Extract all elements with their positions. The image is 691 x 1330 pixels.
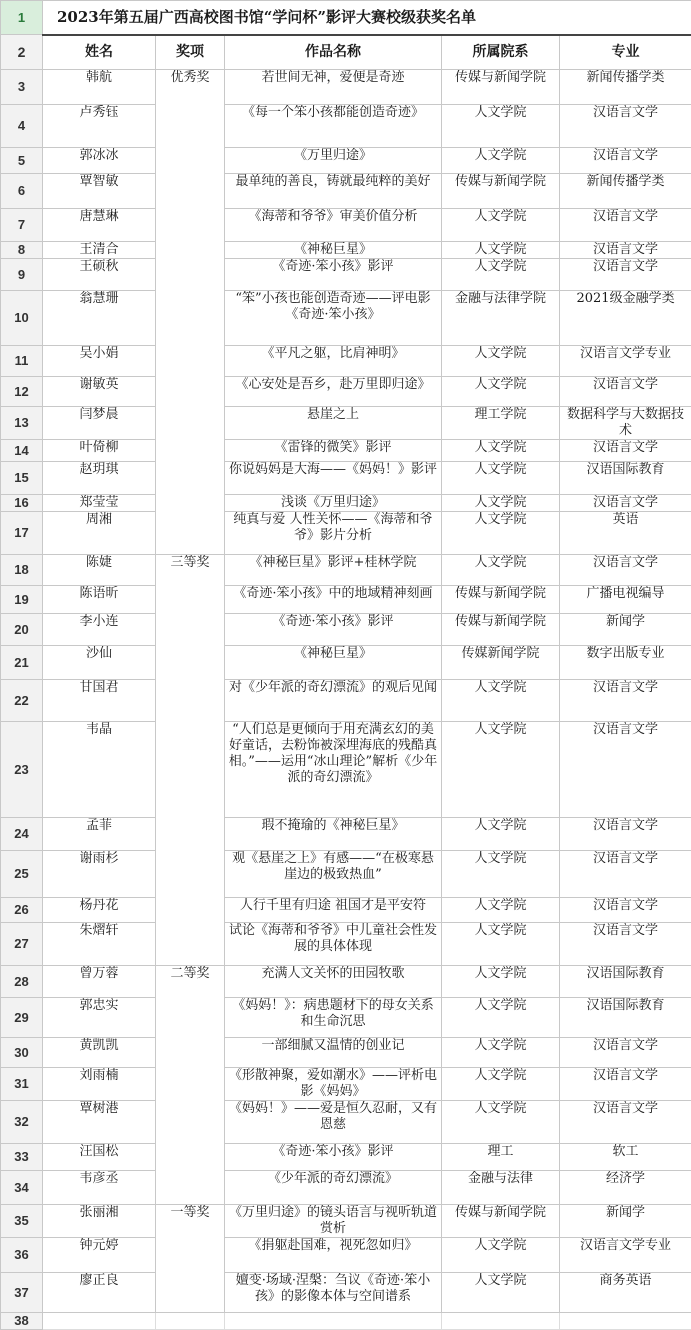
- college-cell[interactable]: 传媒与新闻学院: [442, 586, 560, 614]
- name-cell[interactable]: 覃树港: [43, 1101, 156, 1144]
- major-cell[interactable]: 汉语言文学: [560, 105, 691, 148]
- major-cell[interactable]: 汉语言文学: [560, 148, 691, 174]
- work-title-cell[interactable]: 《形散神聚，爱如潮水》——评析电影《妈妈》: [225, 1068, 442, 1101]
- empty-row: [1, 1313, 691, 1330]
- name-cell[interactable]: 吴小娟: [43, 346, 156, 377]
- major-cell[interactable]: 汉语言文学专业: [560, 1238, 691, 1273]
- major-cell[interactable]: 汉语言文学: [560, 555, 691, 586]
- row-number[interactable]: 23: [1, 722, 43, 818]
- table-row: [1, 1238, 691, 1273]
- row-number[interactable]: 2: [1, 35, 43, 70]
- empty-cell[interactable]: [156, 1313, 225, 1330]
- major-cell[interactable]: 经济学: [560, 1171, 691, 1205]
- header-row: [1, 35, 691, 70]
- table-row: [1, 586, 691, 614]
- name-cell[interactable]: 翁慧珊: [43, 291, 156, 346]
- work-title-cell[interactable]: 《平凡之躯，比肩神明》: [225, 346, 442, 377]
- college-cell[interactable]: 人文学院: [442, 680, 560, 722]
- row-number[interactable]: 33: [1, 1144, 43, 1171]
- work-title-cell[interactable]: 《奇迹·笨小孩》影评: [225, 259, 442, 291]
- major-cell[interactable]: 汉语言文学: [560, 259, 691, 291]
- table-row: [1, 1171, 691, 1205]
- major-cell[interactable]: 2021级金融学类: [560, 291, 691, 346]
- work-title-cell[interactable]: 《妈妈！》：病患题材下的母女关系和生命沉思: [225, 998, 442, 1038]
- college-cell[interactable]: 传媒新闻学院: [442, 646, 560, 680]
- college-cell[interactable]: 人文学院: [442, 1273, 560, 1313]
- college-cell[interactable]: 人文学院: [442, 1068, 560, 1101]
- college-cell[interactable]: 人文学院: [442, 105, 560, 148]
- college-cell[interactable]: 人文学院: [442, 966, 560, 998]
- name-cell[interactable]: 沙仙: [43, 646, 156, 680]
- table-row: [1, 1144, 691, 1171]
- name-cell[interactable]: 覃智敏: [43, 174, 156, 209]
- table-body: [1, 1, 691, 1330]
- college-cell[interactable]: 人文学院: [442, 259, 560, 291]
- row-number[interactable]: 31: [1, 1068, 43, 1101]
- row-number[interactable]: 6: [1, 174, 43, 209]
- row-number[interactable]: 19: [1, 586, 43, 614]
- work-title-cell[interactable]: 纯真与爱 人性关怀——《海蒂和爷爷》影片分析: [225, 512, 442, 555]
- row-number[interactable]: 11: [1, 346, 43, 377]
- work-title-cell[interactable]: 你说妈妈是大海——《妈妈！》影评: [225, 462, 442, 495]
- college-cell[interactable]: 人文学院: [442, 818, 560, 851]
- major-cell[interactable]: 数字出版专业: [560, 646, 691, 680]
- row-number[interactable]: 12: [1, 377, 43, 407]
- row-number[interactable]: 26: [1, 898, 43, 923]
- major-cell[interactable]: 汉语国际教育: [560, 998, 691, 1038]
- table-row: [1, 407, 691, 440]
- row-number[interactable]: 16: [1, 495, 43, 512]
- work-title-cell[interactable]: 《奇迹·笨小孩》影评: [225, 1144, 442, 1171]
- name-cell[interactable]: 曾万蓉: [43, 966, 156, 998]
- college-cell[interactable]: 人文学院: [442, 1238, 560, 1273]
- header-college[interactable]: 所属院系: [442, 35, 560, 70]
- major-cell[interactable]: 商务英语: [560, 1273, 691, 1313]
- table-row: [1, 1273, 691, 1313]
- row-number[interactable]: 13: [1, 407, 43, 440]
- table-row: [1, 998, 691, 1038]
- college-cell[interactable]: 人文学院: [442, 495, 560, 512]
- table-row: [1, 851, 691, 898]
- work-title-cell[interactable]: 《神秘巨星》: [225, 646, 442, 680]
- major-cell[interactable]: 汉语国际教育: [560, 462, 691, 495]
- award-cell[interactable]: 一等奖: [156, 1205, 225, 1313]
- row-number[interactable]: 20: [1, 614, 43, 646]
- table-row: [1, 512, 691, 555]
- sheet-title[interactable]: 2023年第五届广西高校图书馆“学问杯”影评大赛校级获奖名单: [43, 1, 691, 35]
- work-title-cell[interactable]: 充满人文关怀的田园牧歌: [225, 966, 442, 998]
- table-row: [1, 966, 691, 998]
- name-cell[interactable]: 王清合: [43, 242, 156, 259]
- work-title-cell[interactable]: 《妈妈！》——爱是恒久忍耐，又有恩慈: [225, 1101, 442, 1144]
- row-number[interactable]: 36: [1, 1238, 43, 1273]
- work-title-cell[interactable]: 《海蒂和爷爷》审美价值分析: [225, 209, 442, 242]
- header-award[interactable]: 奖项: [156, 35, 225, 70]
- major-cell[interactable]: 新闻学: [560, 1205, 691, 1238]
- name-cell[interactable]: 陈语昕: [43, 586, 156, 614]
- row-number[interactable]: 8: [1, 242, 43, 259]
- college-cell[interactable]: 理工学院: [442, 407, 560, 440]
- work-title-cell[interactable]: 瑕不掩瑜的《神秘巨星》: [225, 818, 442, 851]
- college-cell[interactable]: 传媒与新闻学院: [442, 614, 560, 646]
- header-major[interactable]: 专业: [560, 35, 691, 70]
- row-number[interactable]: 4: [1, 105, 43, 148]
- major-cell[interactable]: 汉语言文学: [560, 1038, 691, 1068]
- table-row: [1, 209, 691, 242]
- work-title-cell[interactable]: “人们总是更倾向于用充满玄幻的美好童话，去粉饰被深埋海底的残酷真相。”——运用“冰山理论”解析《少年派的奇幻漂流》: [225, 722, 442, 818]
- name-cell[interactable]: 韩航: [43, 70, 156, 105]
- college-cell[interactable]: 人文学院: [442, 851, 560, 898]
- table-row: [1, 495, 691, 512]
- row-number[interactable]: 1: [1, 1, 43, 35]
- name-cell[interactable]: 廖正良: [43, 1273, 156, 1313]
- row-number[interactable]: 38: [1, 1313, 43, 1330]
- major-cell[interactable]: 汉语国际教育: [560, 966, 691, 998]
- award-cell[interactable]: 优秀奖: [156, 70, 225, 555]
- major-cell[interactable]: 汉语言文学专业: [560, 346, 691, 377]
- college-cell[interactable]: 传媒与新闻学院: [442, 70, 560, 105]
- work-title-cell[interactable]: 一部细腻又温情的创业记: [225, 1038, 442, 1068]
- work-title-cell[interactable]: 《奇迹·笨小孩》中的地域精神刻画: [225, 586, 442, 614]
- table-row: [1, 242, 691, 259]
- row-number[interactable]: 32: [1, 1101, 43, 1144]
- major-cell[interactable]: 新闻学: [560, 614, 691, 646]
- work-title-cell[interactable]: 《每一个笨小孩都能创造奇迹》: [225, 105, 442, 148]
- work-title-cell[interactable]: 《万里归途》: [225, 148, 442, 174]
- table-row: [1, 105, 691, 148]
- name-cell[interactable]: 周湘: [43, 512, 156, 555]
- college-cell[interactable]: 传媒与新闻学院: [442, 174, 560, 209]
- name-cell[interactable]: 陈婕: [43, 555, 156, 586]
- header-work[interactable]: 作品名称: [225, 35, 442, 70]
- college-cell[interactable]: 人文学院: [442, 512, 560, 555]
- major-cell[interactable]: 新闻传播学类: [560, 70, 691, 105]
- table-row: [1, 555, 691, 586]
- row-number[interactable]: 30: [1, 1038, 43, 1068]
- table-row: [1, 923, 691, 966]
- college-cell[interactable]: 人文学院: [442, 1101, 560, 1144]
- major-cell[interactable]: 新闻传播学类: [560, 174, 691, 209]
- table-row: [1, 1205, 691, 1238]
- empty-cell[interactable]: [43, 1313, 156, 1330]
- award-cell[interactable]: 二等奖: [156, 966, 225, 1205]
- row-number[interactable]: 18: [1, 555, 43, 586]
- row-number[interactable]: 9: [1, 259, 43, 291]
- college-cell[interactable]: 人文学院: [442, 377, 560, 407]
- work-title-cell[interactable]: “笨”小孩也能创造奇迹——评电影《奇迹·笨小孩》: [225, 291, 442, 346]
- college-cell[interactable]: 人文学院: [442, 1038, 560, 1068]
- name-cell[interactable]: 张丽湘: [43, 1205, 156, 1238]
- work-title-cell[interactable]: 《奇迹·笨小孩》影评: [225, 614, 442, 646]
- table-row: [1, 898, 691, 923]
- major-cell[interactable]: 汉语言文学: [560, 1068, 691, 1101]
- major-cell[interactable]: 汉语言文学: [560, 818, 691, 851]
- major-cell[interactable]: 汉语言文学: [560, 440, 691, 462]
- name-cell[interactable]: 杨丹花: [43, 898, 156, 923]
- row-number[interactable]: 15: [1, 462, 43, 495]
- row-number[interactable]: 29: [1, 998, 43, 1038]
- major-cell[interactable]: 广播电视编导: [560, 586, 691, 614]
- row-number[interactable]: 35: [1, 1205, 43, 1238]
- name-cell[interactable]: 韦晶: [43, 722, 156, 818]
- row-number[interactable]: 34: [1, 1171, 43, 1205]
- major-cell[interactable]: 汉语言文学: [560, 851, 691, 898]
- row-number[interactable]: 5: [1, 148, 43, 174]
- major-cell[interactable]: 汉语言文学: [560, 680, 691, 722]
- row-number[interactable]: 24: [1, 818, 43, 851]
- row-number[interactable]: 14: [1, 440, 43, 462]
- work-title-cell[interactable]: 《捐躯赴国难，视死忽如归》: [225, 1238, 442, 1273]
- table-row: [1, 614, 691, 646]
- work-title-cell[interactable]: 浅谈《万里归途》: [225, 495, 442, 512]
- table-row: [1, 462, 691, 495]
- college-cell[interactable]: 人文学院: [442, 242, 560, 259]
- work-title-cell[interactable]: 嬗变·场域·涅槃：刍议《奇迹·笨小孩》的影像本体与空间谱系: [225, 1273, 442, 1313]
- name-cell[interactable]: 叶倚柳: [43, 440, 156, 462]
- row-number[interactable]: 10: [1, 291, 43, 346]
- table-row: [1, 440, 691, 462]
- table-row: [1, 646, 691, 680]
- name-cell[interactable]: 甘国君: [43, 680, 156, 722]
- work-title-cell[interactable]: 《神秘巨星》: [225, 242, 442, 259]
- name-cell[interactable]: 郭冰冰: [43, 148, 156, 174]
- name-cell[interactable]: 郑莹莹: [43, 495, 156, 512]
- table-row: [1, 70, 691, 105]
- major-cell[interactable]: 软工: [560, 1144, 691, 1171]
- work-title-cell[interactable]: 观《悬崖之上》有感——“在极寒悬崖边的极致热血”: [225, 851, 442, 898]
- college-cell[interactable]: 人文学院: [442, 555, 560, 586]
- name-cell[interactable]: 朱熠轩: [43, 923, 156, 966]
- work-title-cell[interactable]: 《心安处是吾乡，赴万里即归途》: [225, 377, 442, 407]
- row-number[interactable]: 28: [1, 966, 43, 998]
- work-title-cell[interactable]: 《少年派的奇幻漂流》: [225, 1171, 442, 1205]
- table-row: [1, 291, 691, 346]
- name-cell[interactable]: 黄凯凯: [43, 1038, 156, 1068]
- name-cell[interactable]: 孟菲: [43, 818, 156, 851]
- table-row: [1, 174, 691, 209]
- college-cell[interactable]: 人文学院: [442, 346, 560, 377]
- table-row: [1, 722, 691, 818]
- empty-cell[interactable]: [225, 1313, 442, 1330]
- name-cell[interactable]: 赵玥琪: [43, 462, 156, 495]
- name-cell[interactable]: 韦彦丞: [43, 1171, 156, 1205]
- work-title-cell[interactable]: 若世间无神，爱便是奇迹: [225, 70, 442, 105]
- college-cell[interactable]: 人文学院: [442, 998, 560, 1038]
- row-number[interactable]: 37: [1, 1273, 43, 1313]
- table-row: [1, 1068, 691, 1101]
- row-number[interactable]: 17: [1, 512, 43, 555]
- name-cell[interactable]: 谢雨杉: [43, 851, 156, 898]
- major-cell[interactable]: 汉语言文学: [560, 923, 691, 966]
- name-cell[interactable]: 刘雨楠: [43, 1068, 156, 1101]
- name-cell[interactable]: 钟元婷: [43, 1238, 156, 1273]
- college-cell[interactable]: 金融与法律学院: [442, 291, 560, 346]
- name-cell[interactable]: 王硕秋: [43, 259, 156, 291]
- college-cell[interactable]: 人文学院: [442, 209, 560, 242]
- table-row: [1, 1038, 691, 1068]
- work-title-cell[interactable]: 悬崖之上: [225, 407, 442, 440]
- work-title-cell[interactable]: 试论《海蒂和爷爷》中儿童社会性发展的具体体现: [225, 923, 442, 966]
- empty-cell[interactable]: [560, 1313, 691, 1330]
- college-cell[interactable]: 传媒与新闻学院: [442, 1205, 560, 1238]
- table-row: [1, 259, 691, 291]
- work-title-cell[interactable]: 《万里归途》的镜头语言与视听轨道赏析: [225, 1205, 442, 1238]
- college-cell[interactable]: 人文学院: [442, 148, 560, 174]
- major-cell[interactable]: 汉语言文学: [560, 1101, 691, 1144]
- name-cell[interactable]: 汪国松: [43, 1144, 156, 1171]
- work-title-cell[interactable]: 《雷锋的微笑》影评: [225, 440, 442, 462]
- name-cell[interactable]: 李小连: [43, 614, 156, 646]
- major-cell[interactable]: 汉语言文学: [560, 722, 691, 818]
- title-row: [1, 1, 691, 35]
- work-title-cell[interactable]: 最单纯的善良，铸就最纯粹的美好: [225, 174, 442, 209]
- major-cell[interactable]: 汉语言文学: [560, 495, 691, 512]
- empty-cell[interactable]: [442, 1313, 560, 1330]
- name-cell[interactable]: 唐慧琳: [43, 209, 156, 242]
- name-cell[interactable]: 卢秀钰: [43, 105, 156, 148]
- major-cell[interactable]: 汉语言文学: [560, 209, 691, 242]
- name-cell[interactable]: 闫梦晨: [43, 407, 156, 440]
- college-cell[interactable]: 金融与法律: [442, 1171, 560, 1205]
- row-number[interactable]: 7: [1, 209, 43, 242]
- college-cell[interactable]: 人文学院: [442, 898, 560, 923]
- work-title-cell[interactable]: 对《少年派的奇幻漂流》的观后见闻: [225, 680, 442, 722]
- row-number[interactable]: 25: [1, 851, 43, 898]
- major-cell[interactable]: 数据科学与大数据技术: [560, 407, 691, 440]
- table-row: [1, 148, 691, 174]
- header-name[interactable]: 姓名: [43, 35, 156, 70]
- table-row: [1, 1101, 691, 1144]
- major-cell[interactable]: 汉语言文学: [560, 898, 691, 923]
- row-number[interactable]: 21: [1, 646, 43, 680]
- college-cell[interactable]: 人文学院: [442, 440, 560, 462]
- table-row: [1, 346, 691, 377]
- table-row: [1, 818, 691, 851]
- name-cell[interactable]: 谢敏英: [43, 377, 156, 407]
- work-title-cell[interactable]: 人行千里有归途 祖国才是平安符: [225, 898, 442, 923]
- college-cell[interactable]: 人文学院: [442, 462, 560, 495]
- major-cell[interactable]: 汉语言文学: [560, 242, 691, 259]
- name-cell[interactable]: 郭忠实: [43, 998, 156, 1038]
- college-cell[interactable]: 人文学院: [442, 722, 560, 818]
- major-cell[interactable]: 汉语言文学: [560, 377, 691, 407]
- row-number[interactable]: 27: [1, 923, 43, 966]
- college-cell[interactable]: 理工: [442, 1144, 560, 1171]
- college-cell[interactable]: 人文学院: [442, 923, 560, 966]
- table-row: [1, 680, 691, 722]
- major-cell[interactable]: 英语: [560, 512, 691, 555]
- award-cell[interactable]: 三等奖: [156, 555, 225, 966]
- row-number[interactable]: 22: [1, 680, 43, 722]
- work-title-cell[interactable]: 《神秘巨星》影评+桂林学院: [225, 555, 442, 586]
- table-row: [1, 377, 691, 407]
- row-number[interactable]: 3: [1, 70, 43, 105]
